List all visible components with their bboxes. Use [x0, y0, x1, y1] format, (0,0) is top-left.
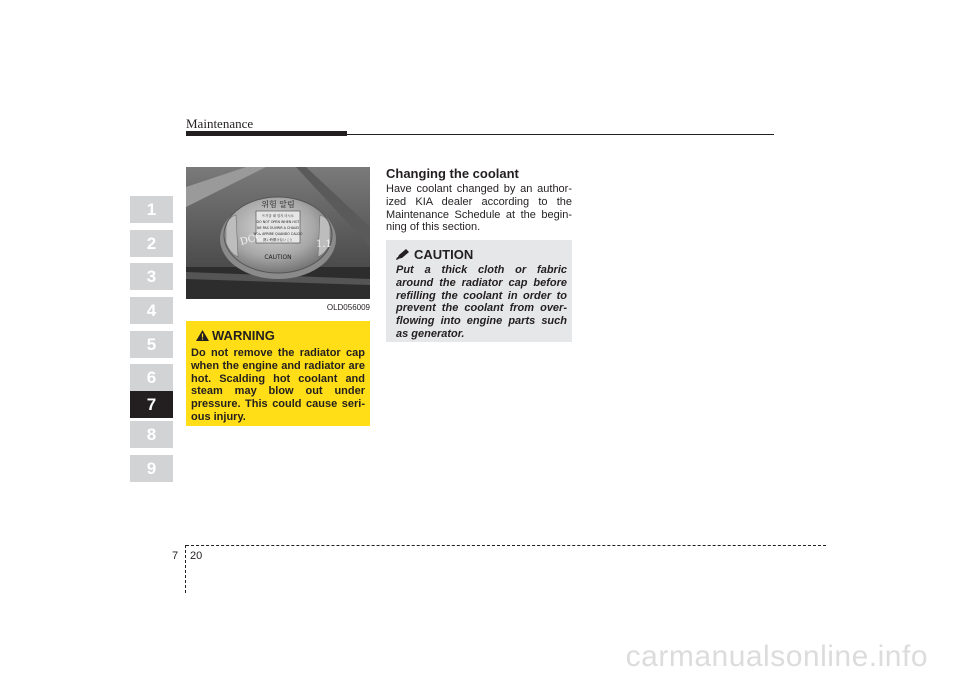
cap-line-4: NON APRIRE QUANDO CALDO [253, 232, 303, 236]
warning-heading-text: WARNING [212, 328, 275, 343]
cap-right-label: 1.1 [316, 239, 332, 250]
warning-triangle-icon [196, 330, 209, 341]
page-header-title: Maintenance [186, 116, 254, 131]
caution-heading [396, 247, 473, 262]
header-rule-accent [186, 131, 347, 136]
cap-caution-label: CAUTION [264, 254, 292, 261]
section-body: Have coolant changed by an author-ized KIA dealer according to the Maintenance Schedule at the begin-ning of this section. [386, 183, 572, 234]
chapter-tab-6[interactable]: 6 [130, 364, 173, 391]
image-code: OLD056009 [326, 303, 370, 312]
chapter-tab-3[interactable]: 3 [130, 263, 173, 290]
page-chapter-number: 7 [172, 550, 179, 562]
cap-line-3: NE PAS OUVRIR A CHAUD [257, 226, 299, 230]
cap-line-1: 뜨거울 때 열지 마시오 [262, 214, 294, 218]
chapter-tab-1[interactable]: 1 [130, 196, 173, 223]
warning-text: Do not remove the radiator cap when the engine and radiator are hot. Scalding hot coolant and steam may blow out under pressure. This could cause seri-ous injury. [191, 347, 365, 423]
cap-line-2: DO NOT OPEN WHEN HOT [256, 220, 300, 224]
chapter-tab-4[interactable]: 4 [130, 297, 173, 324]
cap-top-label: 위험 알림 [261, 200, 295, 209]
watermark: carmanualsonline.info [625, 640, 928, 673]
radiator-cap-photo [186, 167, 370, 299]
chapter-tab-7[interactable]: 7 [130, 391, 173, 418]
chapter-tab-9[interactable]: 9 [130, 455, 173, 482]
chapter-tab-5[interactable]: 5 [130, 331, 173, 358]
section-title: Changing the coolant [386, 166, 519, 181]
footer-rule [186, 545, 826, 546]
chapter-tab-8[interactable]: 8 [130, 421, 173, 448]
radiator-cap-illustration [186, 167, 370, 299]
page-number: 20 [190, 550, 203, 562]
caution-text: Put a thick cloth or fabric around the radiator cap before refilling the coolant in order to prevent the coolant from over-flowing into engine parts such as generator. [396, 264, 567, 340]
cap-line-5: 熱い時開けないこと [263, 238, 293, 242]
pencil-icon [396, 249, 410, 260]
footer-divider [185, 545, 186, 593]
cap-left-label: DCC [238, 231, 265, 248]
warning-heading [196, 328, 275, 343]
caution-heading-text: CAUTION [414, 247, 474, 262]
chapter-tab-2[interactable]: 2 [130, 230, 173, 257]
